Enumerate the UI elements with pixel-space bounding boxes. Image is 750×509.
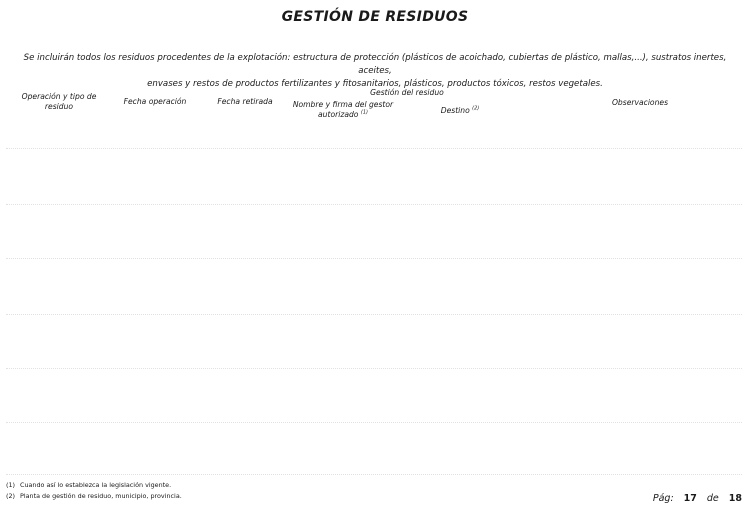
header-destino xyxy=(420,106,500,116)
page-total: 18 xyxy=(728,493,742,504)
footnote-2 xyxy=(6,492,182,501)
header-gestor-label: Nombre y firma del gestor autorizado xyxy=(292,100,394,119)
intro-line-1: Se incluirán todos los residuos procedentes de la explotación: estructura de protección (plásticos de acoichado, cubiertas de plástico, mallas,...), sustratos inertes, aceites, xyxy=(23,53,727,76)
row-divider xyxy=(6,258,742,259)
row-divider xyxy=(6,204,742,205)
footnote-1-mark: (1) xyxy=(6,481,16,489)
header-gestor xyxy=(285,100,401,120)
page-of: de xyxy=(706,493,719,504)
footnote-2-mark: (2) xyxy=(6,492,16,500)
row-divider xyxy=(6,314,742,315)
row-divider xyxy=(6,474,742,475)
intro-line-2: envases y restos de productos fertilizantes y fitosanitarios, plásticos, productos tóxicos, restos vegetales. xyxy=(147,79,603,89)
header-destino-label: Destino xyxy=(440,106,470,115)
page-indicator xyxy=(653,493,742,504)
footnote-1-text: Cuando así lo establezca la legislación vigente. xyxy=(20,481,172,489)
header-fecha-operacion: Fecha operación xyxy=(123,97,187,106)
page-current: 17 xyxy=(683,493,697,504)
header-gestion-group: Gestión del residuo xyxy=(370,88,444,97)
row-divider xyxy=(6,422,742,423)
header-operacion: Operación y tipo de residuo xyxy=(21,92,97,111)
footnote-2-text: Planta de gestión de residuo, municipio, provincia. xyxy=(20,492,182,500)
header-observaciones: Observaciones xyxy=(611,98,669,107)
row-divider xyxy=(6,368,742,369)
intro-text xyxy=(14,52,736,91)
page-title: GESTIÓN DE RESIDUOS xyxy=(281,9,469,25)
page-label: Pág: xyxy=(652,493,674,504)
header-fecha-retirada: Fecha retirada xyxy=(217,97,273,106)
footnote-1 xyxy=(6,481,171,490)
footnote-ref-1: (1) xyxy=(360,109,368,116)
footnote-ref-2: (2) xyxy=(472,105,480,112)
row-divider xyxy=(6,148,742,149)
